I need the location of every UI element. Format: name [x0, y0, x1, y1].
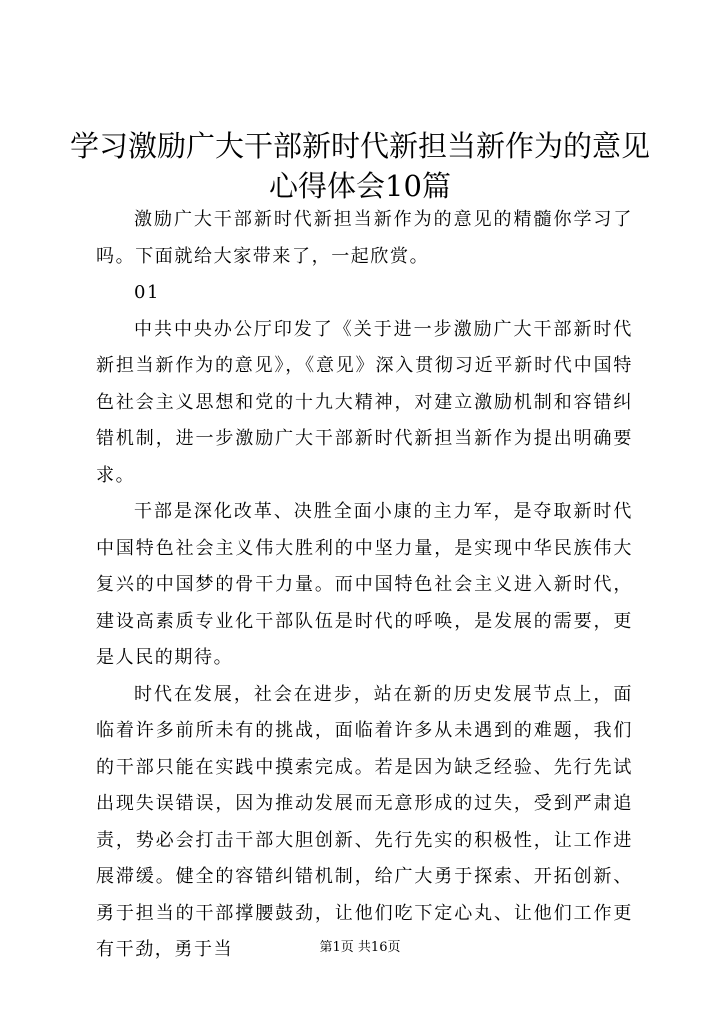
document-title	[60, 126, 660, 206]
paragraph: 时代在发展，社会在进步，站在新的历史发展节点上，面临着许多前所未有的挑战，面临着许多从未遇到的难题，我们的干部只能在实践中摸索完成。若是因为缺乏经验、先行先试出现失误错误，因为推动发展而无意形成的过失，受到严肃追责，势必会打击干部大胆创新、先行先实的积极性，让工作进展滞缓。健全的容错纠错机制，给广大勇于探索、开拓创新、勇于担当的干部撑腰鼓劲，让他们吃下定心丸、让他们工作更有干劲，勇于当	[96, 683, 633, 960]
section-number: 01	[134, 282, 161, 303]
title-line-2: 心得体会10篇	[269, 169, 451, 203]
document-body	[96, 202, 633, 969]
paragraph-intro: 激励广大干部新时代新担当新作为的意见的精髓你学习了吗。下面就给大家带来了，一起欣赏。	[96, 209, 633, 267]
page-footer: 第1页 共16页	[319, 940, 401, 955]
paragraph: 中共中央办公厅印发了《关于进一步激励广大干部新时代新担当新作为的意见》，《意见》深入贯彻习近平新时代中国特色社会主义思想和党的十九大精神，对建立激励机制和容错纠错机制，进一步激励广大干部新时代新担当新作为提出明确要求。	[96, 318, 633, 486]
paragraph: 干部是深化改革、决胜全面小康的主力军，是夺取新时代中国特色社会主义伟大胜利的中坚力量，是实现中华民族伟大复兴的中国梦的骨干力量。而中国特色社会主义进入新时代，建设高素质专业化干部队伍是时代的呼唤，是发展的需要，更是人民的期待。	[96, 501, 633, 668]
title-line-1: 学习激励广大干部新时代新担当新作为的意见	[69, 129, 650, 163]
